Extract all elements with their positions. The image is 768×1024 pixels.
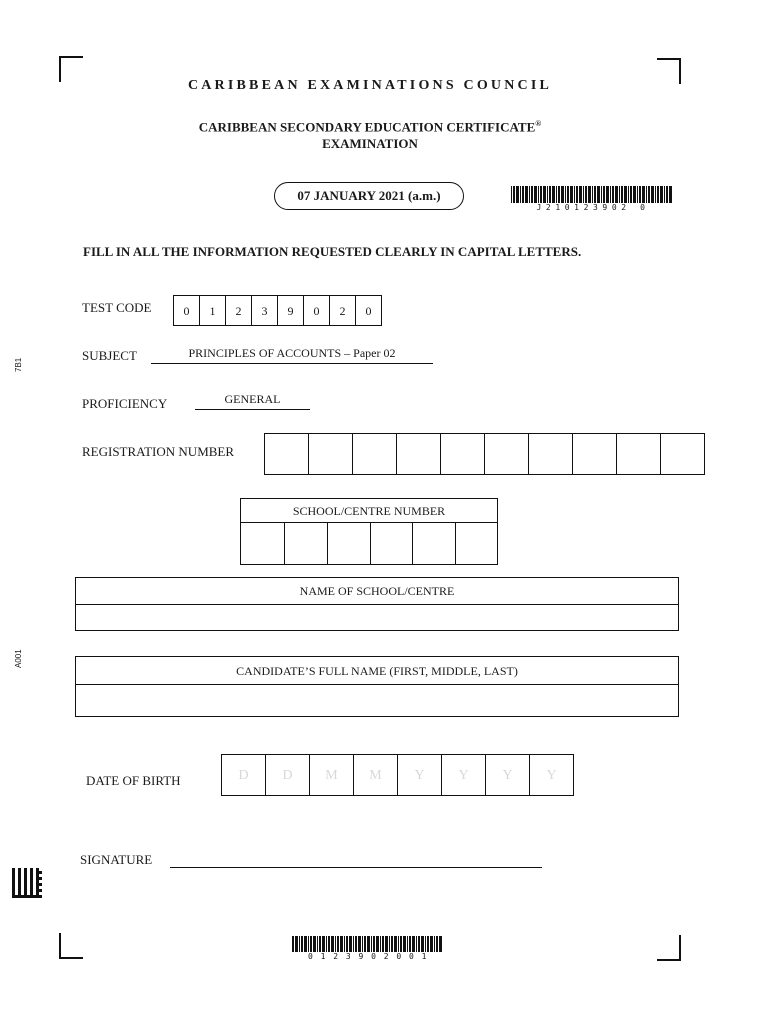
corner-mark-bottom-left — [59, 933, 83, 959]
dob-cell[interactable]: Y — [441, 754, 486, 796]
subject-label: SUBJECT — [82, 348, 137, 363]
barcode-bar — [529, 186, 530, 203]
barcode-bar — [657, 186, 659, 203]
barcode-bar — [380, 936, 381, 952]
barcode-bar — [389, 936, 390, 952]
registration-cell[interactable] — [264, 433, 309, 475]
school-centre-cell[interactable] — [285, 523, 328, 565]
barcode-bar — [407, 936, 408, 952]
registration-cell[interactable] — [440, 433, 485, 475]
barcode-bar — [576, 186, 578, 203]
test-code-digit: 1 — [199, 295, 226, 326]
test-code-cells — [174, 295, 382, 326]
barcode-bar — [597, 186, 600, 203]
test-code-digit: 0 — [303, 295, 330, 326]
barcode-bar — [567, 186, 569, 203]
datamatrix-code — [12, 868, 42, 898]
bottom-barcode-digits: 0 1 2 3 9 0 2 0 0 1 — [307, 952, 428, 961]
barcode-bar — [322, 936, 325, 952]
barcode-bar — [549, 186, 551, 203]
barcode-bar — [439, 936, 442, 952]
barcode-bar — [436, 936, 438, 952]
barcode-bar — [292, 936, 294, 952]
dob-cell[interactable]: M — [309, 754, 354, 796]
barcode-bar — [335, 936, 336, 952]
barcode-bar — [353, 936, 354, 952]
barcode-bar — [337, 936, 339, 952]
barcode-bar — [574, 186, 575, 203]
barcode-bar — [328, 936, 330, 952]
school-centre-number-label: SCHOOL/CENTRE NUMBER — [241, 499, 497, 523]
barcode-bar — [313, 936, 316, 952]
school-centre-cell[interactable] — [241, 523, 285, 565]
barcode-bar — [664, 186, 665, 203]
barcode-bar — [434, 936, 435, 952]
barcode-bar — [655, 186, 656, 203]
proficiency-label: PROFICIENCY — [82, 396, 168, 411]
barcode-bar — [540, 186, 542, 203]
barcode-bar — [646, 186, 647, 203]
barcode-bar — [619, 186, 620, 203]
barcode-bar — [648, 186, 650, 203]
barcode-bar — [430, 936, 433, 952]
barcode-bar — [633, 186, 636, 203]
bottom-barcode — [292, 936, 444, 961]
barcode-bar — [425, 936, 426, 952]
barcode-bar — [538, 186, 539, 203]
candidate-name-field[interactable] — [76, 685, 678, 717]
barcode-bar — [637, 186, 638, 203]
signature-label: SIGNATURE — [80, 852, 153, 867]
barcode-bar — [421, 936, 424, 952]
dob-cell[interactable]: Y — [397, 754, 442, 796]
registration-cell[interactable] — [616, 433, 661, 475]
side-mark-a001: A001 — [14, 649, 23, 668]
barcode-bar — [340, 936, 343, 952]
barcode-bar — [299, 936, 300, 952]
test-code-digit: 3 — [251, 295, 278, 326]
barcode-bar — [612, 186, 614, 203]
barcode-bar — [385, 936, 388, 952]
school-centre-number-box — [240, 498, 498, 565]
test-code-digit: 9 — [277, 295, 304, 326]
registered-mark: ® — [535, 119, 542, 128]
barcode-bar — [628, 186, 629, 203]
certificate-line-1: CARIBBEAN SECONDARY EDUCATION CERTIFICATE — [198, 119, 536, 135]
barcode-bar — [606, 186, 609, 203]
barcode-bar — [601, 186, 602, 203]
barcode-bar — [376, 936, 379, 952]
barcode-bar — [418, 936, 420, 952]
barcode-bar — [525, 186, 528, 203]
barcode-bar — [301, 936, 303, 952]
barcode-bar — [630, 186, 632, 203]
instruction-text: FILL IN ALL THE INFORMATION REQUESTED CLEARLY IN CAPITAL LETTERS. — [83, 244, 582, 259]
school-name-field[interactable] — [76, 605, 678, 631]
barcode-bar — [400, 936, 402, 952]
barcode-bar — [642, 186, 645, 203]
dob-cell[interactable]: Y — [529, 754, 574, 796]
barcode-bar — [295, 936, 298, 952]
barcode-bar — [543, 186, 546, 203]
barcode-bar — [346, 936, 348, 952]
exam-date-badge: 07 JANUARY 2021 (a.m.) — [274, 182, 464, 210]
school-centre-number-cells — [241, 523, 497, 565]
datamatrix-module — [39, 895, 42, 898]
barcode-bar — [556, 186, 557, 203]
barcode-bar — [603, 186, 605, 203]
barcode-bar — [326, 936, 327, 952]
barcode-bar — [367, 936, 370, 952]
signature-line[interactable] — [170, 867, 542, 868]
candidate-name-label: CANDIDATE’S FULL NAME (FIRST, MIDDLE, LAST) — [76, 657, 678, 685]
barcode-bar — [579, 186, 582, 203]
registration-cell[interactable] — [396, 433, 441, 475]
barcode-bar — [669, 186, 672, 203]
barcode-bar — [364, 936, 366, 952]
barcode-bar — [304, 936, 307, 952]
barcode-bar — [558, 186, 560, 203]
barcode-bar — [416, 936, 417, 952]
school-name-label: NAME OF SCHOOL/CENTRE — [76, 578, 678, 605]
barcode-bar — [349, 936, 352, 952]
barcode-bar — [570, 186, 573, 203]
corner-mark-bottom-right — [657, 935, 681, 961]
side-mark-7b1: 7B1 — [14, 357, 23, 372]
barcode-bar — [358, 936, 361, 952]
barcode-bar — [427, 936, 429, 952]
registration-cell[interactable] — [352, 433, 397, 475]
barcode-bar — [547, 186, 548, 203]
registration-cell[interactable] — [484, 433, 529, 475]
barcode-bar — [308, 936, 309, 952]
test-code-digit: 2 — [329, 295, 356, 326]
barcode-bar — [588, 186, 591, 203]
barcode-bar — [355, 936, 357, 952]
registration-cell[interactable] — [308, 433, 353, 475]
proficiency-value: GENERAL — [195, 392, 310, 410]
barcode-bar — [522, 186, 524, 203]
certificate-title — [0, 115, 740, 152]
barcode-bar — [520, 186, 521, 203]
barcode-bar — [639, 186, 641, 203]
barcode-bar — [516, 186, 519, 203]
barcode-bar — [552, 186, 555, 203]
top-barcode — [511, 186, 675, 212]
subject-value: PRINCIPLES OF ACCOUNTS – Paper 02 — [151, 346, 433, 364]
school-centre-cell[interactable] — [456, 523, 497, 565]
barcode-bar — [371, 936, 372, 952]
barcode-bar — [624, 186, 627, 203]
barcode-bar — [592, 186, 593, 203]
barcode-bar — [394, 936, 397, 952]
barcode-bar — [615, 186, 618, 203]
registration-number-cells — [265, 433, 705, 475]
barcode-bar — [344, 936, 345, 952]
barcode-bar — [621, 186, 623, 203]
dob-cell[interactable]: M — [353, 754, 398, 796]
test-code-digit: 0 — [173, 295, 200, 326]
barcode-bar — [651, 186, 654, 203]
barcode-bar — [610, 186, 611, 203]
barcode-bar — [531, 186, 533, 203]
barcode-bar — [373, 936, 375, 952]
dob-cell[interactable]: D — [265, 754, 310, 796]
date-of-birth-cells — [222, 754, 574, 796]
barcode-bar — [409, 936, 411, 952]
barcode-bar — [382, 936, 384, 952]
barcode-bar — [412, 936, 415, 952]
barcode-bar — [398, 936, 399, 952]
barcode-bar — [331, 936, 334, 952]
top-barcode-digits: J210123902 0 — [536, 203, 650, 212]
barcode-bar — [583, 186, 584, 203]
registration-cell[interactable] — [528, 433, 573, 475]
dob-cell[interactable]: Y — [485, 754, 530, 796]
registration-cell[interactable] — [660, 433, 705, 475]
test-code-digit: 2 — [225, 295, 252, 326]
school-centre-cell[interactable] — [328, 523, 371, 565]
barcode-bar — [319, 936, 321, 952]
barcode-bar — [594, 186, 596, 203]
test-code-digit: 0 — [355, 295, 382, 326]
barcode-bar — [565, 186, 566, 203]
registration-number-label: REGISTRATION NUMBER — [82, 444, 235, 459]
school-centre-cell[interactable] — [371, 523, 413, 565]
barcode-bar — [513, 186, 515, 203]
barcode-bar — [362, 936, 363, 952]
barcode-bar — [561, 186, 564, 203]
school-name-box — [75, 577, 679, 631]
barcode-bar — [585, 186, 587, 203]
barcode-bar — [534, 186, 537, 203]
test-code-label: TEST CODE — [82, 300, 152, 315]
registration-cell[interactable] — [572, 433, 617, 475]
barcode-bar — [403, 936, 406, 952]
council-title: CARIBBEAN EXAMINATIONS COUNCIL — [187, 78, 553, 93]
barcode-bar — [310, 936, 312, 952]
certificate-line-2: EXAMINATION — [322, 136, 418, 152]
bottom-barcode-bars — [292, 936, 444, 952]
barcode-bar — [317, 936, 318, 952]
date-of-birth-label: DATE OF BIRTH — [86, 773, 181, 788]
dob-cell[interactable]: D — [221, 754, 266, 796]
barcode-bar — [511, 186, 512, 203]
school-centre-cell[interactable] — [413, 523, 456, 565]
barcode-bar — [391, 936, 393, 952]
barcode-bar — [660, 186, 663, 203]
candidate-name-box — [75, 656, 679, 717]
top-barcode-bars — [511, 186, 675, 203]
barcode-bar — [666, 186, 668, 203]
